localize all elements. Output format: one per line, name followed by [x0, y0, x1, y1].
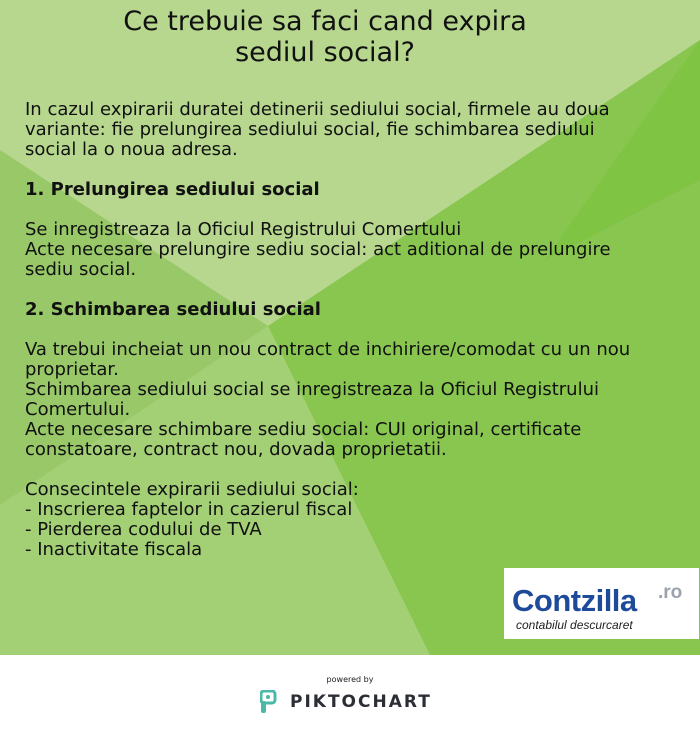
list-item: - Inactivitate fiscala [25, 539, 203, 560]
footer [0, 655, 700, 735]
section2-heading: 2. Schimbarea sediului social [25, 299, 321, 320]
logo-suffix: .ro [658, 582, 683, 603]
section2-line2: Schimbarea sediului social se inregistreaza la Oficiul Registrului Comertului. [25, 379, 599, 420]
logo-tagline: contabilul descurcaret [516, 618, 633, 632]
logo-name: Contzilla [512, 583, 637, 618]
section1-line2: Acte necesare prelungire sediu social: act aditional de prelungire sediu social. [25, 239, 611, 280]
intro-paragraph: In cazul expirarii duratei detinerii sediului social, firmele au doua variante: fie prelungirea sediului social, fie schimbarea sediului social la o noua adresa. [25, 99, 610, 160]
piktochart-brand[interactable] [260, 689, 432, 715]
list-item: - Inscrierea faptelor in cazierul fiscal [25, 499, 353, 520]
piktochart-icon [260, 690, 282, 714]
page-title: Ce trebuie sa faci cand expira sediul social? [123, 6, 527, 68]
powered-by-label: powered by [326, 675, 374, 684]
section2-line3: Acte necesare schimbare sediu social: CUI original, certificate constatoare, contract nou, dovada proprietatii. [25, 419, 582, 460]
contzilla-logo[interactable] [504, 568, 699, 639]
consequences-list [25, 500, 635, 560]
section2-line1: Va trebui incheiat un nou contract de inchiriere/comodat cu un nou proprietar. [25, 339, 631, 380]
consequences-title: Consecintele expirarii sediului social: [25, 479, 359, 500]
article-body [25, 100, 635, 560]
section1-line1: Se inregistreaza la Oficiul Registrului Comertului [25, 219, 462, 240]
list-item: - Pierderea codului de TVA [25, 519, 262, 540]
section1-heading: 1. Prelungirea sediului social [25, 179, 320, 200]
brand-name: PIKTOCHART [290, 692, 432, 712]
